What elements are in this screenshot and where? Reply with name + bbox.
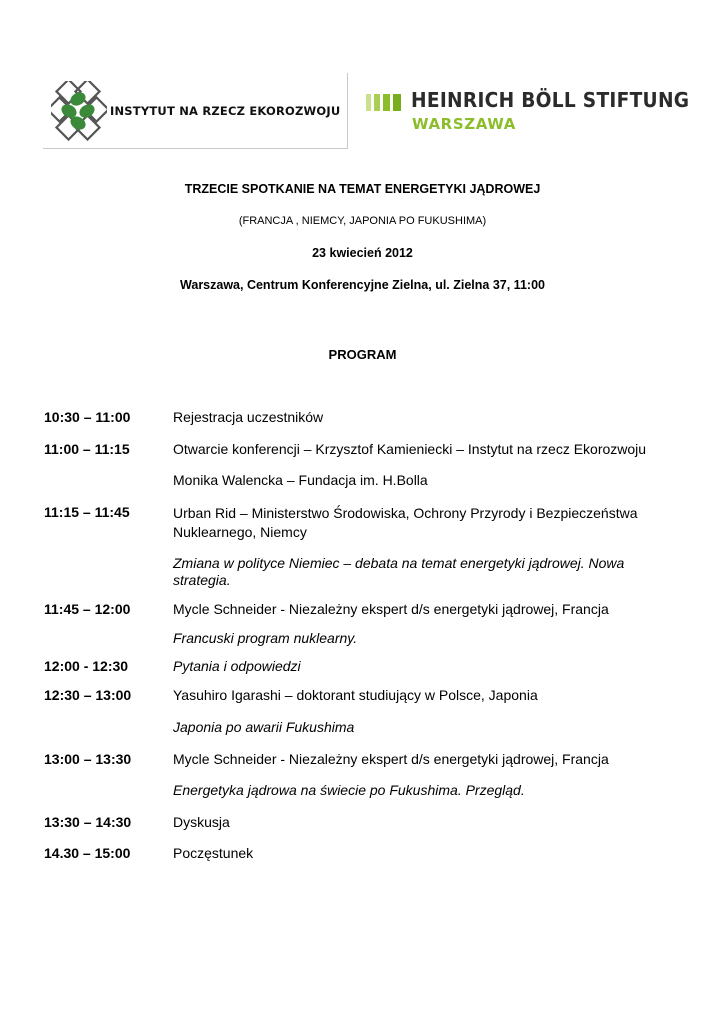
event-place: Warszawa, Centrum Konferencyjne Zielna, ul. Zielna 37, 11:00 [180,278,545,292]
event-date: 23 kwiecień 2012 [312,246,413,260]
ekorozwoj-emblem-icon [51,81,107,141]
program-time: 12:30 – 13:00 [44,687,132,703]
program-time: 11:15 – 11:45 [44,504,130,520]
hbs-bars-icon [366,94,404,112]
program-time: 11:45 – 12:00 [44,601,131,617]
program-item-topic: Zmiana w polityce Niemiec – debata na temat energetyki jądrowej. Nowa strategia. [173,555,625,588]
foundation-logo [366,88,690,136]
program-item: Yasuhiro Igarashi – doktorant studiujący w Polsce, Japonia [173,687,538,703]
program-time: 13:00 – 13:30 [44,751,132,767]
program-time: 10:30 – 11:00 [44,409,131,425]
program-time: 12:00 - 12:30 [44,658,129,674]
foundation-name: HEINRICH BÖLL STIFTUNG [411,88,690,112]
program-heading: PROGRAM [328,347,397,362]
foundation-city: WARSZAWA [412,115,516,133]
program-item: Monika Walencka – Fundacja im. H.Bolla [173,472,428,488]
institute-name: INSTYTUT NA RZECZ EKOROZWOJU [110,104,341,118]
program-item-topic: Energetyka jądrowa na świecie po Fukushima. Przegląd. [173,782,525,798]
program-item: Poczęstunek [173,845,254,861]
program-time: 11:00 – 11:15 [44,441,130,457]
event-title: TRZECIE SPOTKANIE NA TEMAT ENERGETYKI JĄDROWEJ [184,182,541,196]
program-item: Mycle Schneider - Niezależny ekspert d/s energetyki jądrowej, Francja [173,601,609,617]
program-item-topic: Pytania i odpowiedzi [173,658,301,674]
program-item: Rejestracja uczestników [173,409,324,425]
program-time: 13:30 – 14:30 [44,814,132,830]
program-item: Mycle Schneider - Niezależny ekspert d/s energetyki jądrowej, Francja [173,751,609,767]
event-subtitle: (FRANCJA , NIEMCY, JAPONIA PO FUKUSHIMA) [238,215,487,227]
program-time: 14.30 – 15:00 [44,845,131,861]
program-item-topic: Francuski program nuklearny. [173,630,358,646]
program-item: Otwarcie konferencji – Krzysztof Kamieniecki – Instytut na rzecz Ekorozwoju [173,441,647,457]
program-item: Dyskusja [173,814,230,830]
program-item-topic: Japonia po awarii Fukushima [173,719,355,735]
institute-logo [43,73,348,149]
program-item: Urban Rid – Ministerstwo Środowiska, Ochrony Przyrody i Bezpieczeństwa Nuklearnego, Niemcy [173,505,638,540]
